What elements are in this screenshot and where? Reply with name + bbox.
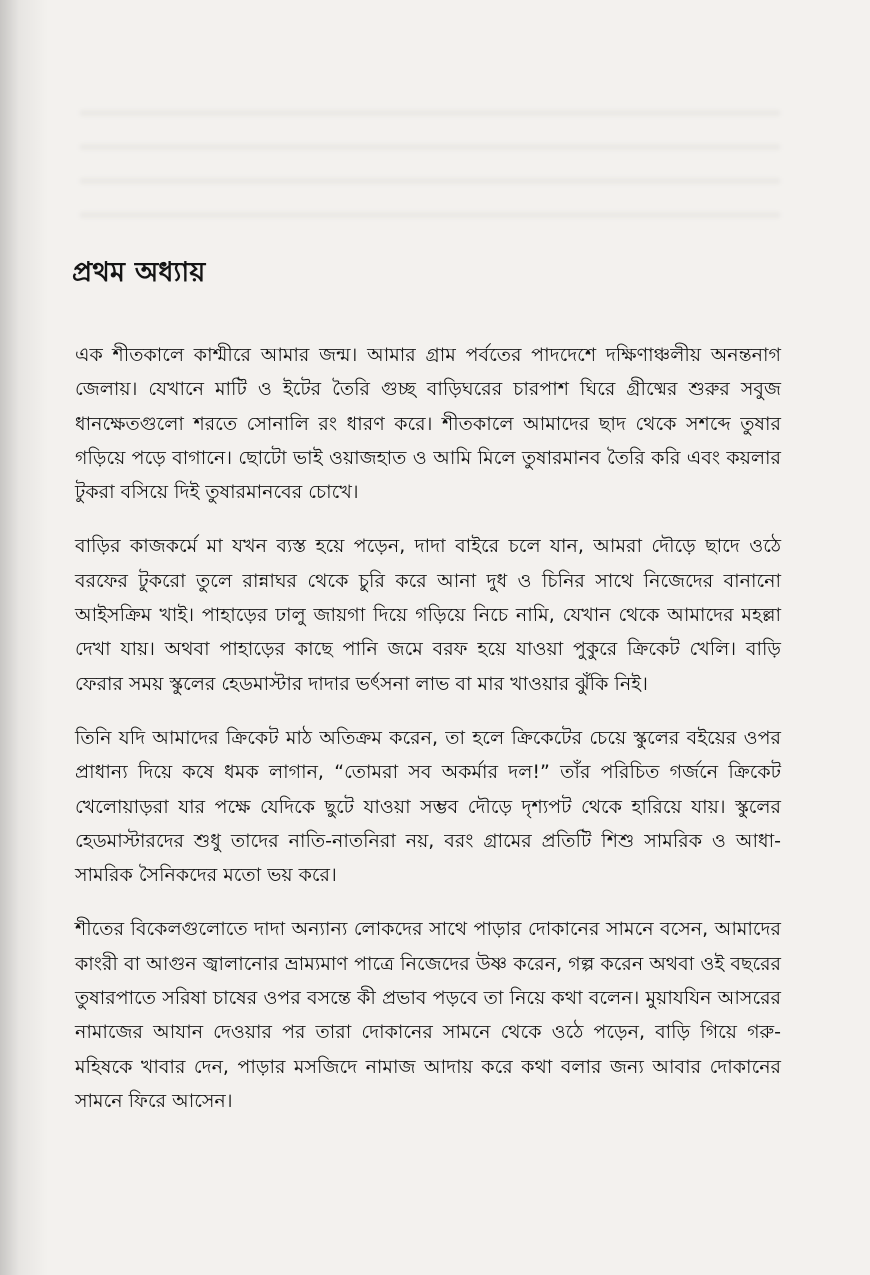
paragraph: বাড়ির কাজকর্মে মা যখন ব্যস্ত হয়ে পড়েন, দাদা বাইরে চলে যান, আমরা দৌড়ে ছাদে ওঠে বরফের টুকরো তুলে রান্নাঘর থেকে চুরি করে আনা দুধ ও চিনির সাথে নিজেদের বানানো আইসক্রিম খাই। পাহাড়ের ঢালু জায়গা দিয়ে গড়িয়ে নিচে নামি, যেখান থেকে আমাদের মহল্লা দেখা যায়। অথবা পাহাড়ের কাছে পানি জমে বরফ হয়ে যাওয়া পুকুরে ক্রিকেট খেলি। বাড়ি ফেরার সময় স্কুলের হেডমাস্টার দাদার ভর্ৎসনা লাভ বা মার খাওয়ার ঝুঁকি নিই। xyxy=(75,535,781,695)
binding-shadow xyxy=(0,0,48,1275)
body-text xyxy=(75,338,781,1138)
chapter-title: প্রথম অধ্যায় xyxy=(72,257,206,288)
paragraph: তিনি যদি আমাদের ক্রিকেট মাঠ অতিক্রম করেন, তা হলে ক্রিকেটের চেয়ে স্কুলের বইয়ের ওপর প্রাধান্য দিয়ে কষে ধমক লাগান, “তোমরা সব অকর্মার দল!” তাঁর পরিচিত গর্জনে ক্রিকেট খেলোয়াড়রা যার পক্ষে যেদিকে ছুটে যাওয়া সম্ভব দৌড়ে দৃশ্যপট থেকে হারিয়ে যায়। স্কুলের হেডমাস্টারদের শুধু তাদের নাতি-নাতনিরা নয়, বরং গ্রামের প্রতিটি শিশু সামরিক ও আধা-সামরিক সৈনিকদের মতো ভয় করে। xyxy=(75,726,781,887)
show-through-text xyxy=(80,110,780,240)
paragraph: এক শীতকালে কাশ্মীরে আমার জন্ম। আমার গ্রাম পর্বতের পাদদেশে দক্ষিণাঞ্চলীয় অনন্তনাগ জেলায়। যেখানে মাটি ও ইটের তৈরি গুচ্ছ বাড়িঘরের চারপাশ ঘিরে গ্রীষ্মের শুরুর সবুজ ধানক্ষেতগুলো শরতে সোনালি রং ধারণ করে। শীতকালে আমাদের ছাদ থেকে সশব্দে তুষার গড়িয়ে পড়ে বাগানে। ছোটো ভাই ওয়াজহাত ও আমি মিলে তুষারমানব তৈরি করি এবং কয়লার টুকরা বসিয়ে দিই তুষারমানবের চোখে। xyxy=(75,344,781,504)
paragraph: শীতের বিকেলগুলোতে দাদা অন্যান্য লোকদের সাথে পাড়ার দোকানের সামনে বসেন, আমাদের কাংরী বা আগুন জ্বালানোর ভ্রাম্যমাণ পাত্রে নিজেদের উষ্ণ করেন, গল্প করেন অথবা ওই বছরের তুষারপাতে সরিষা চাষের ওপর বসন্তে কী প্রভাব পড়বে তা নিয়ে কথা বলেন। মুয়াযযিন আসরের নামাজের আযান দেওয়ার পর তারা দোকানের সামনে থেকে ওঠে পড়েন, বাড়ি গিয়ে গরু-মহিষকে খাবার দেন, পাড়ার মসজিদে নামাজ আদায় করে কথা বলার জন্য আবার দোকানের সামনে ফিরে আসেন। xyxy=(75,918,781,1112)
